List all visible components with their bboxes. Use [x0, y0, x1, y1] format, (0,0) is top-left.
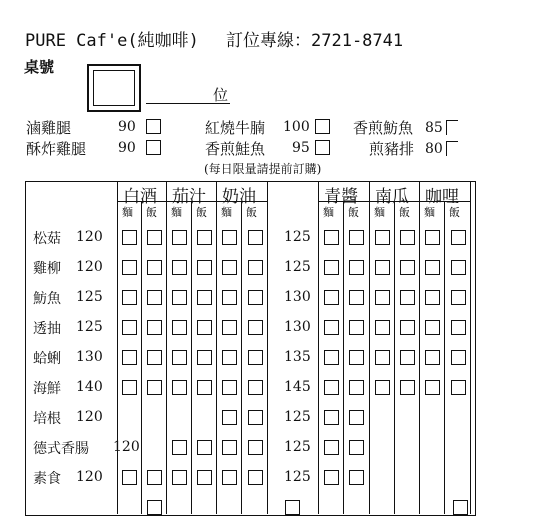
price-right: 135 [284, 349, 311, 365]
noodle-label: 麵 [374, 206, 385, 219]
grid-line [444, 202, 445, 514]
grid-line [419, 182, 420, 514]
combo-checkbox[interactable] [453, 500, 468, 515]
order-checkbox[interactable] [122, 380, 137, 395]
price-right: 125 [284, 229, 311, 245]
order-checkbox[interactable] [324, 320, 339, 335]
price-left: 120 [113, 439, 140, 455]
order-checkbox[interactable] [122, 320, 137, 335]
noodle-label: 麵 [122, 206, 133, 219]
order-checkbox[interactable] [122, 230, 137, 245]
order-checkbox[interactable] [172, 230, 187, 245]
order-checkbox[interactable] [375, 320, 390, 335]
order-checkbox[interactable] [172, 440, 187, 455]
order-checkbox[interactable] [349, 230, 364, 245]
order-checkbox[interactable] [197, 470, 212, 485]
price-right: 130 [284, 319, 311, 335]
cafe-title: PURE Caf'e(純咖啡) [25, 31, 199, 51]
grid-line [241, 202, 242, 514]
order-checkbox[interactable] [375, 380, 390, 395]
order-checkbox[interactable] [147, 230, 162, 245]
order-checkbox[interactable] [222, 440, 237, 455]
order-checkbox[interactable] [122, 470, 137, 485]
sauce-header: 白酒 [123, 187, 157, 207]
order-checkbox[interactable] [324, 260, 339, 275]
dish-name: 德式香腸 [33, 441, 89, 457]
grid-line [191, 202, 192, 514]
grid-line [318, 182, 319, 514]
grid-line [343, 202, 344, 514]
order-checkbox[interactable] [400, 320, 415, 335]
order-checkbox[interactable] [451, 230, 466, 245]
order-checkbox[interactable] [222, 410, 237, 425]
order-checkbox[interactable] [375, 350, 390, 365]
special-checkbox[interactable] [315, 140, 330, 155]
special-price: 95 [292, 140, 310, 156]
price-left: 120 [76, 469, 103, 485]
order-checkbox[interactable] [222, 290, 237, 305]
order-checkbox[interactable] [349, 470, 364, 485]
order-checkbox[interactable] [324, 440, 339, 455]
order-checkbox[interactable] [248, 290, 263, 305]
price-left: 125 [76, 289, 103, 305]
order-checkbox[interactable] [349, 350, 364, 365]
dish-name: 松菇 [33, 231, 61, 247]
special-checkbox[interactable] [146, 119, 161, 134]
rice-label: 飯 [348, 206, 359, 219]
dish-name: 透抽 [33, 321, 61, 337]
order-checkbox[interactable] [172, 320, 187, 335]
order-checkbox[interactable] [349, 380, 364, 395]
price-right: 125 [284, 469, 311, 485]
rice-label: 飯 [246, 206, 257, 219]
order-checkbox[interactable] [222, 260, 237, 275]
order-checkbox[interactable] [425, 290, 440, 305]
noodle-label: 麵 [323, 206, 334, 219]
special-price: 85 [425, 120, 443, 136]
order-checkbox[interactable] [349, 260, 364, 275]
table-number-label: 桌號 [24, 58, 55, 76]
dish-name: 魴魚 [33, 291, 61, 307]
order-checkbox[interactable] [324, 410, 339, 425]
order-checkbox[interactable] [324, 230, 339, 245]
sauce-header: 茄汁 [172, 187, 206, 207]
order-checkbox[interactable] [248, 440, 263, 455]
order-checkbox[interactable] [147, 290, 162, 305]
order-checkbox[interactable] [375, 230, 390, 245]
order-checkbox[interactable] [451, 290, 466, 305]
order-checkbox[interactable] [324, 350, 339, 365]
price-left: 120 [76, 409, 103, 425]
price-right: 145 [284, 379, 311, 395]
order-checkbox[interactable] [324, 470, 339, 485]
order-checkbox[interactable] [349, 410, 364, 425]
grid-line [267, 182, 268, 514]
grid-line [117, 182, 118, 514]
sauce-header: 南瓜 [375, 187, 409, 207]
order-checkbox[interactable] [222, 230, 237, 245]
special-price: 90 [118, 140, 136, 156]
order-checkbox[interactable] [222, 350, 237, 365]
order-checkbox[interactable] [400, 260, 415, 275]
special-checkbox[interactable] [315, 119, 330, 134]
order-checkbox[interactable] [400, 230, 415, 245]
order-checkbox[interactable] [248, 380, 263, 395]
reservation-line: 訂位專線：2721-8741 [226, 31, 404, 51]
order-checkbox[interactable] [122, 260, 137, 275]
order-checkbox[interactable] [425, 350, 440, 365]
special-checkbox[interactable] [146, 140, 161, 155]
order-checkbox[interactable] [375, 290, 390, 305]
special-checkbox[interactable] [446, 141, 458, 156]
order-checkbox[interactable] [147, 260, 162, 275]
sauce-header: 青醬 [324, 187, 358, 207]
order-checkbox[interactable] [425, 230, 440, 245]
price-left: 140 [76, 379, 103, 395]
special-name: 煎豬排 [369, 140, 415, 158]
extra-noodle-checkbox[interactable] [147, 500, 162, 515]
order-checkbox[interactable] [197, 320, 212, 335]
order-checkbox[interactable] [172, 380, 187, 395]
order-checkbox[interactable] [248, 350, 263, 365]
order-checkbox[interactable] [122, 350, 137, 365]
order-checkbox[interactable] [451, 380, 466, 395]
order-checkbox[interactable] [324, 380, 339, 395]
price-left: 125 [76, 319, 103, 335]
order-checkbox[interactable] [172, 470, 187, 485]
order-checkbox[interactable] [324, 290, 339, 305]
special-name: 滷雞腿 [26, 119, 72, 137]
rice-label: 飯 [196, 206, 207, 219]
price-left: 130 [76, 349, 103, 365]
order-checkbox[interactable] [375, 260, 390, 275]
grid-line [166, 182, 167, 514]
order-checkbox[interactable] [172, 260, 187, 275]
order-checkbox[interactable] [222, 320, 237, 335]
dish-name: 培根 [33, 411, 61, 427]
order-checkbox[interactable] [425, 380, 440, 395]
order-checkbox[interactable] [122, 290, 137, 305]
dish-name: 雞柳 [33, 261, 61, 277]
order-checkbox[interactable] [248, 320, 263, 335]
order-checkbox[interactable] [172, 350, 187, 365]
order-checkbox[interactable] [425, 320, 440, 335]
special-price: 90 [118, 119, 136, 135]
order-checkbox[interactable] [197, 230, 212, 245]
special-name: 香煎魴魚 [353, 119, 414, 137]
order-checkbox[interactable] [147, 380, 162, 395]
baked-checkbox[interactable] [285, 500, 300, 515]
grid-line [394, 202, 395, 514]
order-checkbox[interactable] [197, 350, 212, 365]
dish-name: 素食 [33, 471, 61, 487]
grid-line [216, 182, 217, 514]
order-checkbox[interactable] [197, 290, 212, 305]
sauce-header: 奶油 [222, 187, 256, 207]
order-checkbox[interactable] [451, 350, 466, 365]
order-checkbox[interactable] [349, 440, 364, 455]
noodle-label: 麵 [171, 206, 182, 219]
special-name: 紅燒牛腩 [205, 119, 266, 137]
price-left: 120 [76, 229, 103, 245]
special-checkbox[interactable] [446, 120, 458, 135]
dish-name: 海鮮 [33, 381, 61, 397]
table-number-box[interactable] [87, 64, 141, 112]
special-price: 100 [283, 119, 310, 135]
order-checkbox[interactable] [197, 440, 212, 455]
order-checkbox[interactable] [248, 260, 263, 275]
order-checkbox[interactable] [451, 260, 466, 275]
price-left: 120 [76, 259, 103, 275]
grid-line [369, 182, 370, 514]
order-checkbox[interactable] [248, 470, 263, 485]
rice-label: 飯 [146, 206, 157, 219]
order-checkbox[interactable] [349, 320, 364, 335]
order-checkbox[interactable] [197, 260, 212, 275]
special-name: 香煎鮭魚 [205, 140, 266, 158]
sauce-header: 咖哩 [425, 187, 459, 207]
order-checkbox[interactable] [147, 320, 162, 335]
order-checkbox[interactable] [400, 350, 415, 365]
special-name: 酥炸雞腿 [26, 140, 87, 158]
price-right: 130 [284, 289, 311, 305]
order-checkbox[interactable] [147, 470, 162, 485]
order-checkbox[interactable] [425, 260, 440, 275]
order-checkbox[interactable] [147, 350, 162, 365]
order-checkbox[interactable] [400, 290, 415, 305]
order-checkbox[interactable] [349, 290, 364, 305]
price-right: 125 [284, 409, 311, 425]
seat-unit-label: 位 [213, 86, 229, 104]
price-right: 125 [284, 439, 311, 455]
special-price: 80 [425, 141, 443, 157]
rice-label: 飯 [449, 206, 460, 219]
order-grid [25, 181, 476, 516]
specials-note: (每日限量請提前訂購) [204, 162, 322, 176]
grid-line [470, 182, 471, 514]
noodle-label: 麵 [424, 206, 435, 219]
order-checkbox[interactable] [172, 290, 187, 305]
order-checkbox[interactable] [197, 380, 212, 395]
order-checkbox[interactable] [248, 410, 263, 425]
order-checkbox[interactable] [451, 320, 466, 335]
order-checkbox[interactable] [222, 380, 237, 395]
rice-label: 飯 [399, 206, 410, 219]
order-checkbox[interactable] [400, 380, 415, 395]
dish-name: 蛤蜊 [33, 351, 61, 367]
noodle-label: 麵 [221, 206, 232, 219]
price-right: 125 [284, 259, 311, 275]
grid-line [141, 202, 142, 514]
order-checkbox[interactable] [248, 230, 263, 245]
order-checkbox[interactable] [222, 470, 237, 485]
